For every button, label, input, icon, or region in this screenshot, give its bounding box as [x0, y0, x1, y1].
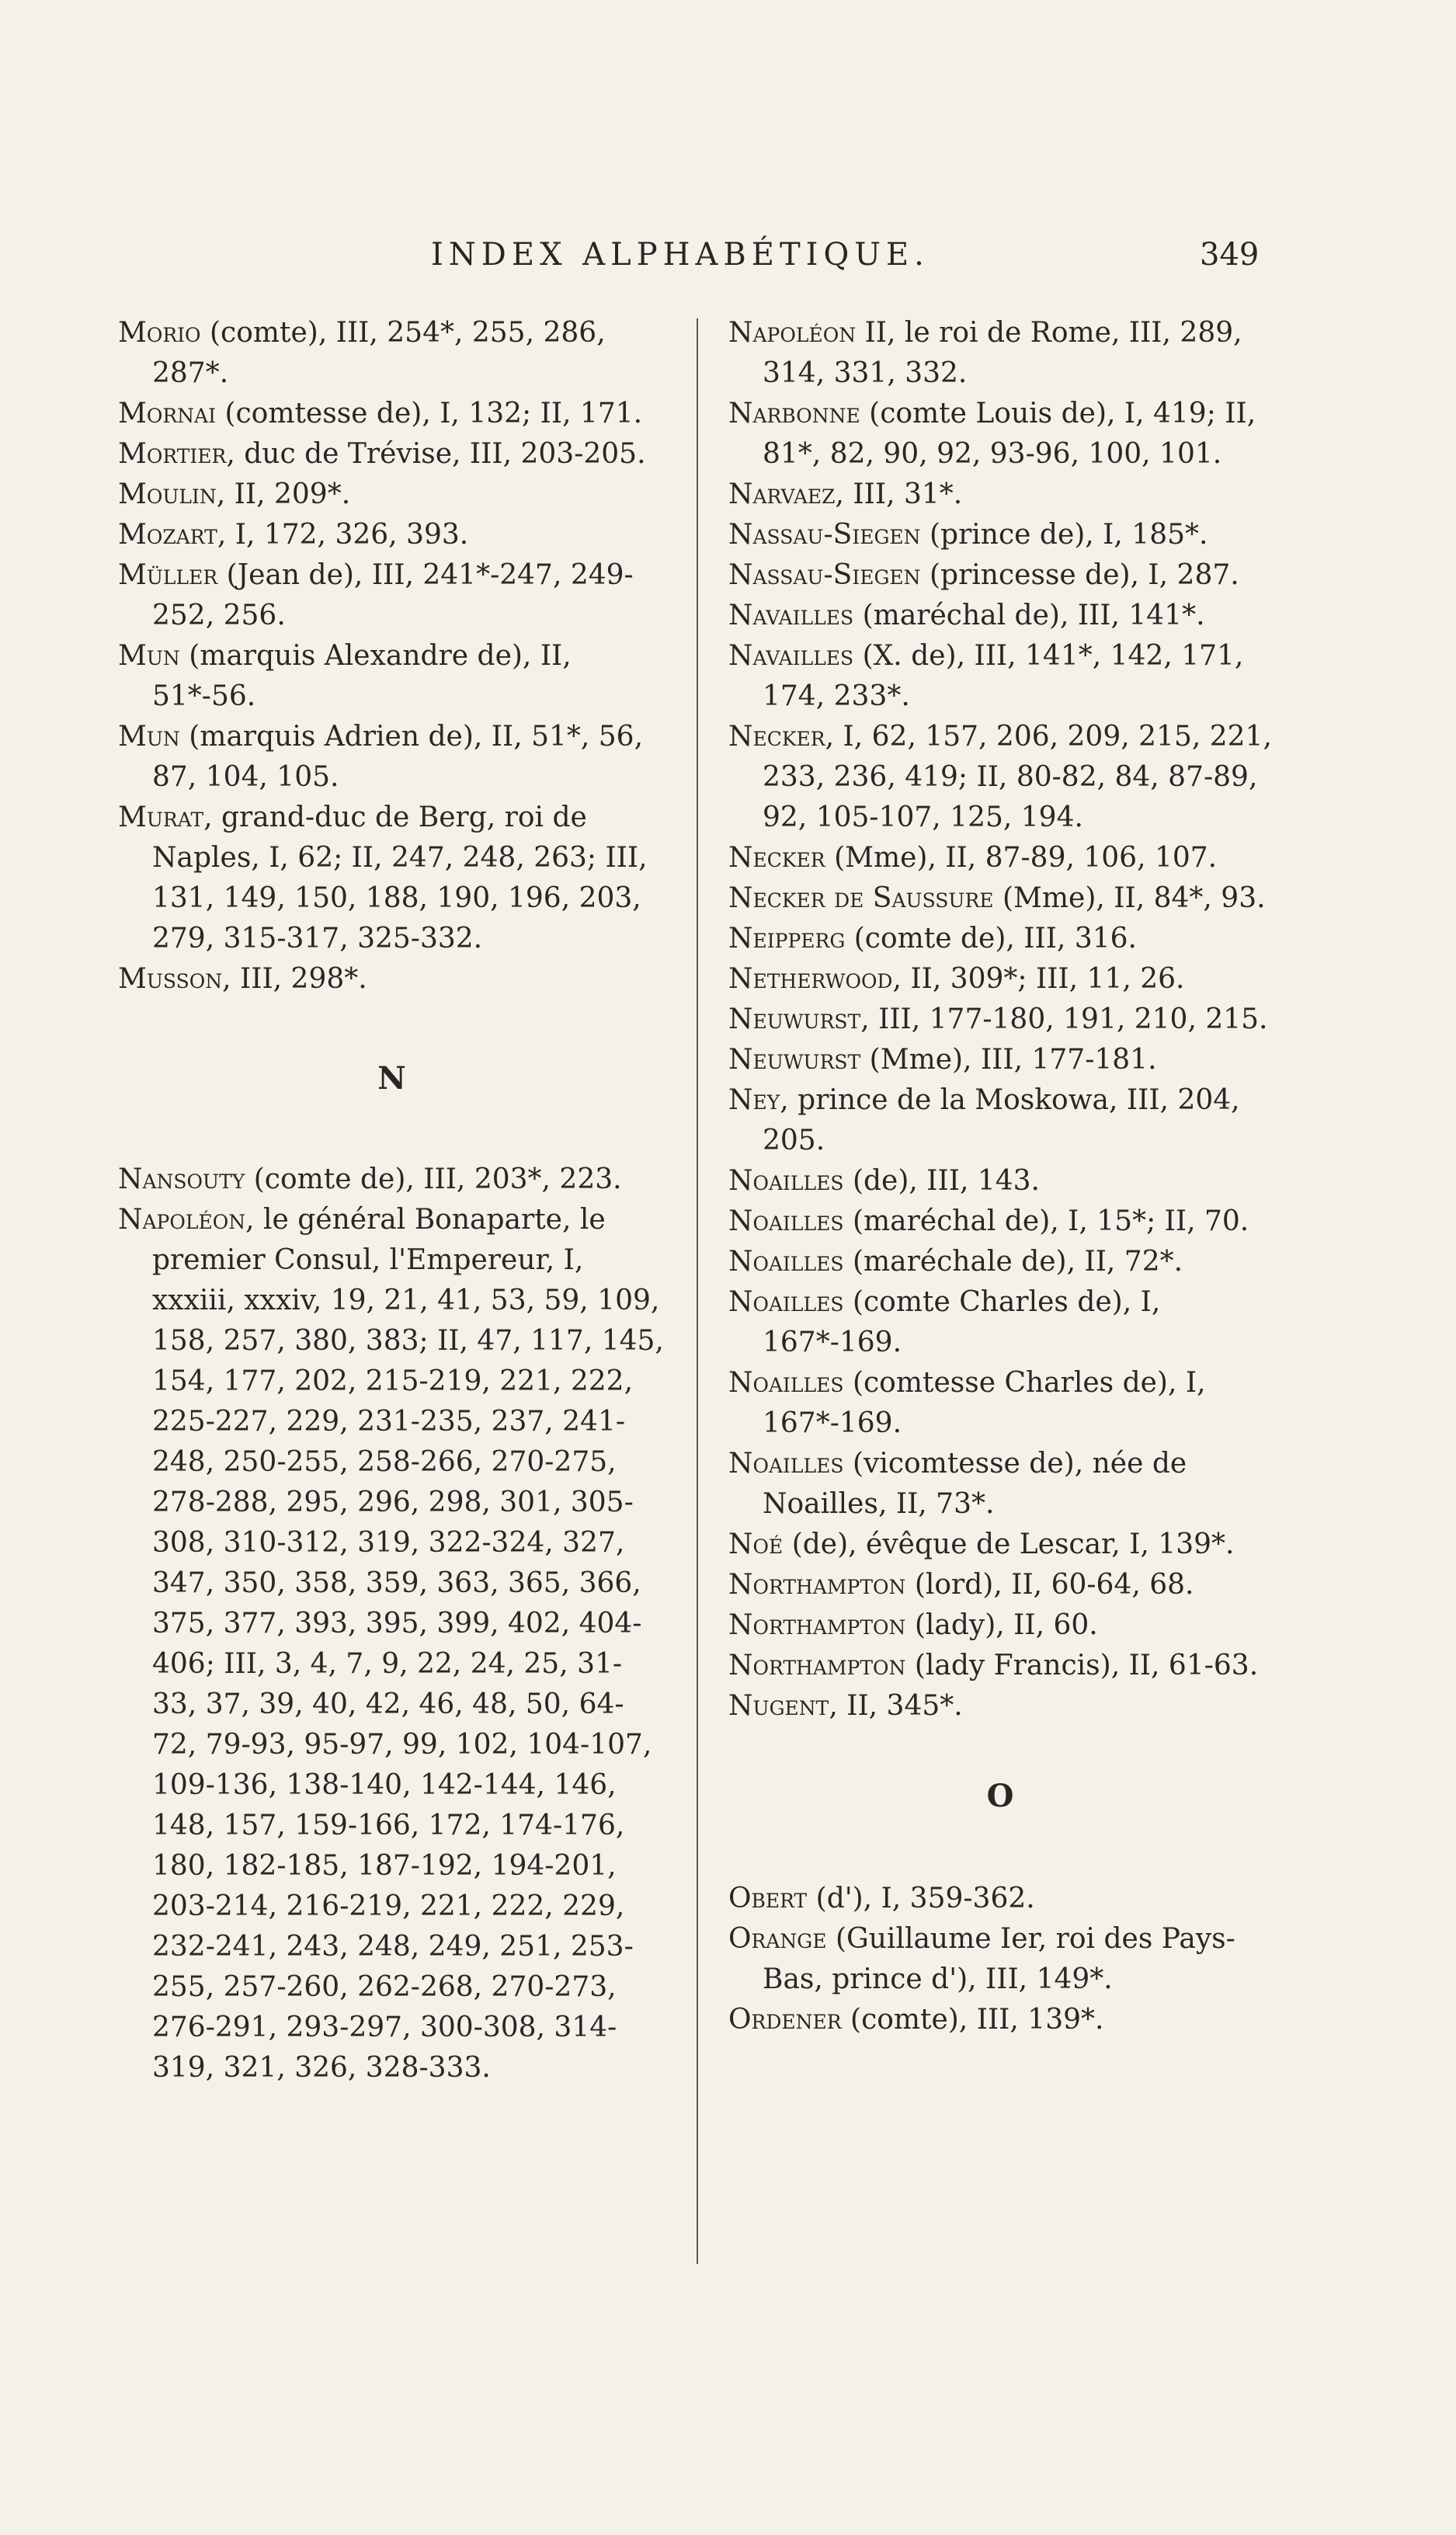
- entry-headword: Noailles: [728, 1165, 844, 1197]
- entry-references: (Guillaume Ier, roi des Pays-Bas, prince d'), III, 149*.: [763, 1923, 1235, 1995]
- entry-references: (comte de), III, 203*, 223.: [245, 1163, 622, 1195]
- entry-headword: Neuwurst: [728, 1003, 861, 1035]
- index-entry: [728, 717, 1272, 838]
- entry-headword: Ordener: [728, 2004, 842, 2036]
- entry-references: (marquis Adrien de), II, 51*, 56, 87, 104, 105.: [152, 721, 644, 793]
- entry-references: (maréchal de), I, 15*; II, 70.: [843, 1205, 1249, 1237]
- index-entry: [728, 959, 1272, 1000]
- running-title: INDEX ALPHABÉTIQUE.: [431, 237, 930, 273]
- entry-headword: Murat: [118, 802, 204, 833]
- index-entry: [728, 394, 1272, 475]
- index-entry: [118, 434, 665, 475]
- index-entry: [728, 1919, 1272, 2000]
- index-entry: [728, 515, 1272, 555]
- index-entry: [118, 394, 665, 434]
- index-entry: [118, 515, 665, 555]
- entry-headword: Moulin: [118, 478, 217, 510]
- entry-references: (princesse de), I, 287.: [920, 559, 1239, 591]
- entry-references: , prince de la Moskowa, III, 204, 205.: [763, 1084, 1240, 1156]
- entry-references: , III, 298*.: [222, 963, 367, 995]
- entry-headword: Noailles: [728, 1448, 844, 1480]
- entry-headword: Necker de Saussure: [728, 882, 994, 914]
- index-entry: [728, 1525, 1272, 1565]
- index-entry: [728, 1646, 1272, 1686]
- entry-headword: Netherwood: [728, 963, 893, 995]
- entry-headword: Nansouty: [118, 1163, 245, 1195]
- entry-headword: Noailles: [728, 1246, 844, 1278]
- entry-references: (maréchale de), II, 72*.: [843, 1246, 1183, 1278]
- entry-headword: Narbonne: [728, 398, 860, 429]
- entry-references: (Mme), III, 177-181.: [860, 1044, 1157, 1076]
- entry-references: , III, 31*.: [835, 478, 963, 510]
- index-entry: [728, 313, 1272, 394]
- index-entry: [728, 1686, 1272, 1727]
- entry-references: (comte Charles de), I, 167*-169.: [763, 1286, 1161, 1358]
- index-entry: [728, 596, 1272, 636]
- entry-headword: Necker: [728, 721, 825, 753]
- index-entry: [728, 1444, 1272, 1525]
- entry-references: , III, 177-180, 191, 210, 215.: [860, 1003, 1268, 1035]
- entry-references: (d'), I, 359-362.: [807, 1883, 1035, 1914]
- entry-headword: Orange: [728, 1923, 827, 1955]
- index-entry: [728, 1000, 1272, 1040]
- index-entry: [118, 1200, 665, 2088]
- page-number: 349: [1200, 237, 1260, 273]
- entry-references: (maréchal de), III, 141*.: [853, 600, 1205, 631]
- entry-headword: Morio: [118, 317, 201, 349]
- index-entry: [118, 798, 665, 959]
- entry-references: , grand-duc de Berg, roi de Naples, I, 62; II, 247, 248, 263; III, 131, 149, 150, 188, 190, 196, 203, 279, 315-317, 325-332.: [152, 802, 648, 955]
- entry-headword: Neuwurst: [728, 1044, 861, 1076]
- index-entry: [728, 1605, 1272, 1646]
- index-entry: [728, 838, 1272, 878]
- entry-references: , II, 345*.: [829, 1690, 963, 1722]
- entry-references: II, le roi de Rome, III, 289, 314, 331, 332.: [763, 317, 1242, 389]
- index-entry: [118, 475, 665, 515]
- left-column: [118, 313, 665, 2088]
- entry-references: (Mme), II, 84*, 93.: [993, 882, 1266, 914]
- entry-headword: Nugent: [728, 1690, 829, 1722]
- entry-headword: Mozart: [118, 519, 217, 551]
- index-entry: [728, 2000, 1272, 2040]
- entry-references: (Jean de), III, 241*-247, 249-252, 256.: [152, 559, 634, 631]
- entry-headword: Obert: [728, 1883, 808, 1914]
- entry-references: (de), évêque de Lescar, I, 139*.: [783, 1528, 1235, 1560]
- entry-references: , I, 172, 326, 393.: [217, 519, 469, 551]
- entry-references: (lord), II, 60-64, 68.: [905, 1569, 1194, 1601]
- entry-headword: Musson: [118, 963, 223, 995]
- index-entry: [118, 1160, 665, 1200]
- index-entry: [118, 959, 665, 1000]
- entry-headword: Neipperg: [728, 923, 846, 955]
- entry-headword: Müller: [118, 559, 218, 591]
- index-entry: [118, 555, 665, 636]
- right-column: [728, 313, 1272, 2040]
- index-entry: [728, 919, 1272, 959]
- entry-headword: Necker: [728, 842, 825, 874]
- entry-headword: Napoléon: [118, 1204, 246, 1236]
- entry-references: (comtesse de), I, 132; II, 171.: [216, 398, 643, 429]
- entry-references: (Mme), II, 87-89, 106, 107.: [825, 842, 1218, 874]
- entry-references: (lady Francis), II, 61-63.: [905, 1650, 1259, 1681]
- index-entry: [118, 636, 665, 717]
- index-entry: [728, 1040, 1272, 1080]
- entry-references: , II, 209*.: [216, 478, 351, 510]
- entry-references: (comtesse Charles de), I, 167*-169.: [763, 1367, 1206, 1439]
- entry-headword: Napoléon: [728, 317, 857, 349]
- entry-headword: Nassau-Siegen: [728, 519, 921, 551]
- index-entry: [728, 1080, 1272, 1161]
- entry-references: (X. de), III, 141*, 142, 171, 174, 233*.: [763, 640, 1244, 712]
- entry-references: (vicomtesse de), née de Noailles, II, 73*.: [763, 1448, 1187, 1520]
- entry-references: , I, 62, 157, 206, 209, 215, 221, 233, 236, 419; II, 80-82, 84, 87-89, 92, 105-107, 125, 194.: [763, 721, 1272, 833]
- entry-headword: Mun: [118, 640, 180, 672]
- index-entry: [118, 717, 665, 798]
- index-entry: [728, 1363, 1272, 1444]
- index-entry: [728, 475, 1272, 515]
- entry-headword: Noé: [728, 1528, 784, 1560]
- entry-references: (de), III, 143.: [843, 1165, 1040, 1197]
- entry-headword: Mun: [118, 721, 180, 753]
- entry-headword: Northampton: [728, 1609, 906, 1641]
- column-divider: [697, 318, 698, 2264]
- entry-headword: Navailles: [728, 640, 854, 672]
- entry-headword: Mornai: [118, 398, 216, 429]
- index-entry: [728, 636, 1272, 717]
- entry-references: (marquis Alexandre de), II, 51*-56.: [152, 640, 572, 712]
- entry-references: , duc de Trévise, III, 203-205.: [226, 438, 646, 470]
- entry-references: , II, 309*; III, 11, 26.: [892, 963, 1185, 995]
- entry-references: (comte), III, 254*, 255, 286, 287*.: [152, 317, 606, 389]
- entry-headword: Ney: [728, 1084, 780, 1116]
- entry-references: (comte Louis de), I, 419; II, 81*, 82, 90, 92, 93-96, 100, 101.: [763, 398, 1256, 470]
- entry-headword: Narvaez: [728, 478, 836, 510]
- index-entry: [728, 1242, 1272, 1282]
- entry-headword: Mortier: [118, 438, 227, 470]
- entry-headword: Northampton: [728, 1569, 906, 1601]
- entry-references: (prince de), I, 185*.: [920, 519, 1208, 551]
- section-letter: N: [377, 1060, 406, 1097]
- entry-references: (comte de), III, 316.: [845, 923, 1137, 955]
- page-header: [0, 237, 1456, 283]
- section-letter: O: [986, 1778, 1014, 1814]
- entry-references: (lady), II, 60.: [905, 1609, 1098, 1641]
- entry-references: (comte), III, 139*.: [841, 2004, 1104, 2036]
- entry-headword: Noailles: [728, 1367, 844, 1399]
- entry-headword: Noailles: [728, 1286, 844, 1318]
- index-entry: [728, 555, 1272, 596]
- index-entry: [728, 1201, 1272, 1242]
- index-entry: [728, 1282, 1272, 1363]
- entry-headword: Northampton: [728, 1650, 906, 1681]
- index-entry: [728, 1161, 1272, 1201]
- index-entry: [728, 878, 1272, 919]
- index-entry: [118, 313, 665, 394]
- entry-headword: Navailles: [728, 600, 854, 631]
- index-entry: [728, 1565, 1272, 1605]
- index-entry: [728, 1879, 1272, 1919]
- entry-headword: Noailles: [728, 1205, 844, 1237]
- entry-headword: Nassau-Siegen: [728, 559, 921, 591]
- entry-references: , le général Bonaparte, le premier Consul, l'Empereur, I, xxxiii, xxxiv, 19, 21, 41, 53, 59, 109, 158, 257, 380, 383; II, 47, 117, 145, 154, 177, 202, 215-219, 221, 222, 225-227, 229, 231-235, 237, 241-248, 250-255, 258-266, 270-275, 278-288, 295, 296, 298, 301, 305-308, 310-312, 319, 322-324, 327, 347, 350, 358, 359, 363, 365, 366, 375, 377, 393, 395, 399, 402, 404-406; III, 3, 4, 7, 9, 22, 24, 25, 31-33, 37, 39, 40, 42, 46, 48, 50, 64-72, 79-93, 95-97, 99, 102, 104-107, 109-136, 138-140, 142-144, 146, 148, 157, 159-166, 172, 174-176, 180, 182-185, 187-192, 194-201, 203-214, 216-219, 221, 222, 229, 232-241, 243, 248, 249, 251, 253-255, 257-260, 262-268, 270-273, 276-291, 293-297, 300-308, 314-319, 321, 326, 328-333.: [152, 1204, 664, 2084]
